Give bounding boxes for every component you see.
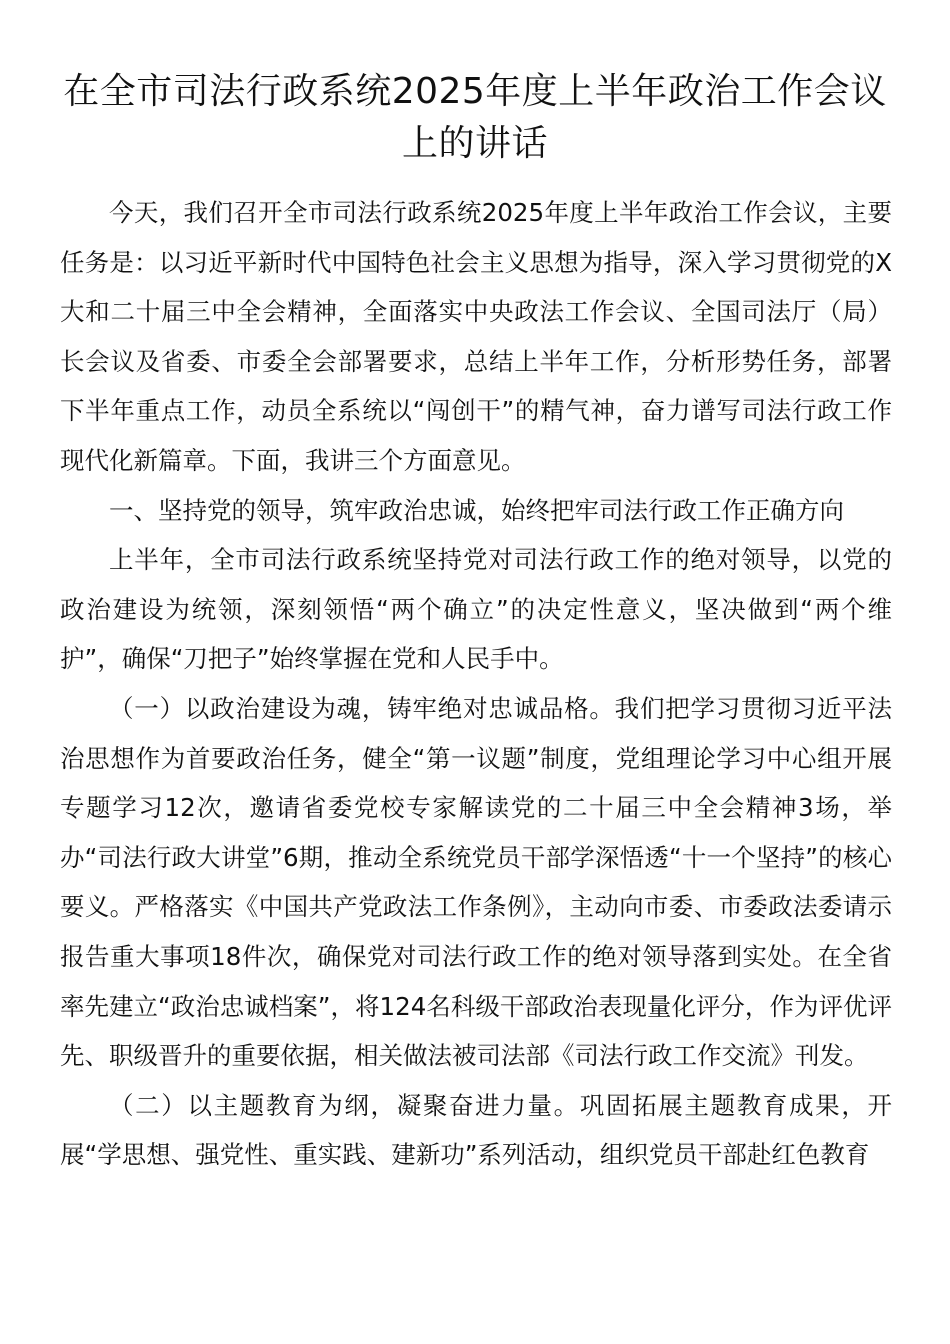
paragraph-section-1-summary: 上半年，全市司法行政系统坚持党对司法行政工作的绝对领导，以党的政治建设为统领，深刻领悟“两个确立”的决定性意义，坚决做到“两个维护”，确保“刀把子”始终掌握在党和人民手中。 bbox=[60, 545, 892, 674]
paragraph-item-2: （二）以主题教育为纲，凝聚奋进力量。巩固拓展主题教育成果，开展“学思想、强党性、重实践、建新功”系列活动，组织党员干部赴红色教育 bbox=[60, 1090, 892, 1170]
paragraph-item-1: （一）以政治建设为魂，铸牢绝对忠诚品格。我们把学习贯彻习近平法治思想作为首要政治任务，健全“第一议题”制度，党组理论学习中心组开展专题学习12次，邀请省委党校专家解读党的二十届三中全会精神3场，举办“司法行政大讲堂”6期，推动全系统党员干部学深悟透“十一个坚持”的核心要义。严格落实《中国共产党政法工作条例》，主动向市委、市委政法委请示报告重大事项18件次，确保党对司法行政工作的绝对领导落到实处。在全省率先建立“政治忠诚档案”，将124名科级干部政治表现量化评分，作为评优评先、职级晋升的重要依据，相关做法被司法部《司法行政工作交流》刊发。 bbox=[60, 693, 892, 1071]
document-body bbox=[60, 188, 892, 1180]
paragraph-intro: 今天，我们召开全市司法行政系统2025年度上半年政治工作会议，主要任务是：以习近平新时代中国特色社会主义思想为指导，深入学习贯彻党的X大和二十届三中全会精神，全面落实中央政法工作会议、全国司法厅（局）长会议及省委、市委全会部署要求，总结上半年工作，分析形势任务，部署下半年重点工作，动员全系统以“闯创干”的精气神，奋力谱写司法行政工作现代化新篇章。下面，我讲三个方面意见。 bbox=[60, 198, 892, 475]
page-title: 在全市司法行政系统2025年度上半年政治工作会议上的讲话 bbox=[63, 71, 887, 164]
section-heading-1: 一、坚持党的领导，筑牢政治忠诚，始终把牢司法行政工作正确方向 bbox=[109, 495, 844, 525]
